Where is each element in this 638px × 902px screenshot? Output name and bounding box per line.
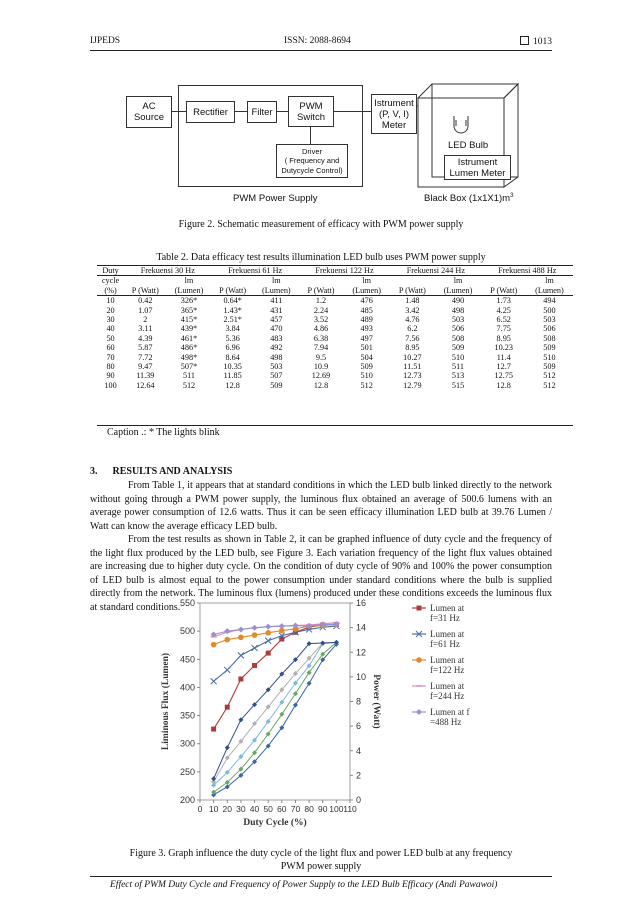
- y-tick-label: 300: [179, 738, 195, 749]
- power-point: [307, 681, 312, 686]
- connector: [334, 111, 371, 112]
- table-cell: 4.25: [496, 305, 511, 315]
- table-cell: 476: [360, 296, 373, 306]
- table-cell: 12.7: [496, 362, 511, 372]
- legend-label: f=122 Hz: [430, 665, 465, 675]
- table-header-cell: [390, 276, 434, 286]
- table-cell: 2: [143, 315, 148, 325]
- data-point: [238, 635, 244, 641]
- table-cell: 60: [106, 343, 115, 353]
- data-point: [417, 606, 422, 611]
- table-cell: 498: [451, 305, 465, 315]
- table-cell: 492: [270, 343, 283, 353]
- table-cell: 439*: [180, 324, 198, 334]
- table-header-cell: lm: [343, 276, 390, 286]
- table-cell: 489: [360, 315, 373, 325]
- table-row: [97, 296, 573, 306]
- data-point: [265, 630, 271, 636]
- data-point: [224, 667, 230, 673]
- data-point: [211, 727, 216, 732]
- table-header-cell: lm: [526, 276, 573, 286]
- table-cell: 1.43*: [223, 305, 242, 315]
- data-point: [252, 632, 258, 638]
- table-cell: 8.95: [405, 343, 420, 353]
- table-cell: 507: [270, 371, 283, 381]
- table-cell: 4.86: [313, 324, 329, 334]
- table-cell: 470: [270, 324, 283, 334]
- table-note: Caption .: * The lights blink: [107, 427, 220, 438]
- power-series-line: [214, 642, 337, 785]
- table-cell: 7.72: [138, 352, 153, 362]
- pwm-switch-block: [288, 96, 334, 127]
- legend-label: f=244 Hz: [430, 691, 465, 701]
- table-cell: 10.27: [403, 352, 422, 362]
- table-cell: 506: [543, 324, 556, 334]
- y2-tick-label: 8: [356, 696, 362, 707]
- table-cell: 30: [106, 315, 115, 325]
- x-tick-label: 0: [197, 804, 203, 814]
- meter-label-3: Meter: [381, 119, 407, 131]
- table-cell: 509: [543, 362, 556, 372]
- data-point: [238, 626, 244, 632]
- table-cell: 1.73: [496, 296, 511, 306]
- table-cell: 1.2: [315, 296, 327, 306]
- table-cell: 506: [451, 324, 465, 334]
- journal-name: IJPEDS: [90, 36, 121, 46]
- table-cell: 1.07: [138, 305, 153, 315]
- legend-label: f=61 Hz: [430, 639, 460, 649]
- table-cell: 7.94: [313, 343, 329, 353]
- rectifier-block: Rectifier: [186, 101, 235, 123]
- table-header-cell: Frekuensi 488 Hz: [498, 266, 557, 275]
- table-cell: 50: [106, 333, 115, 343]
- led-bulb-label: LED Bulb: [448, 140, 489, 151]
- table-cell: 507*: [180, 362, 198, 372]
- y-tick-label: 500: [179, 626, 195, 637]
- paragraph-1: From Table 1, it appears that at standard conditions in which the LED bulb linked directly to the network without going through a PWM power supply, the luminous flux obtained an average of 500.6 lumens with an average power consumption of 12.6 watts. Thus it can be seen efficacy illumination LED bulb at 39.76 Lumen / Watt can know the average efficacy LED bulb.: [90, 480, 552, 532]
- table-cell: 3.52: [313, 315, 329, 325]
- y2-tick-label: 6: [356, 721, 362, 732]
- y-tick-label: 200: [179, 795, 195, 805]
- table-cell: 9.5: [315, 352, 327, 362]
- meter-label-2: (P, V, I): [378, 108, 410, 120]
- table-cell: 0.42: [138, 296, 153, 306]
- pwm-supply-label: PWM Power Supply: [233, 193, 318, 204]
- data-table: [97, 266, 573, 390]
- data-point: [416, 709, 422, 715]
- driver-label-2: ( Frequency and: [284, 156, 340, 166]
- data-point: [224, 637, 230, 643]
- table-cell: 493: [360, 324, 373, 334]
- table-cell: 509: [270, 380, 283, 390]
- meter-label: Istrument: [374, 97, 414, 109]
- y-tick-label: 450: [179, 654, 195, 665]
- x-tick-label: 100: [329, 804, 344, 814]
- table-cell: 501: [360, 343, 373, 353]
- figure2-caption: Figure 2. Schematic measurement of efficacy with PWM power supply: [178, 219, 464, 230]
- legend-label: =488 Hz: [430, 717, 462, 727]
- y2-tick-label: 12: [356, 647, 367, 658]
- table-cell: 6.96: [225, 343, 240, 353]
- table-header-cell: [211, 276, 253, 286]
- x-tick-label: 70: [290, 804, 301, 814]
- table-header-cell: (Lumen): [254, 286, 299, 296]
- table-header-cell: (Lumen): [435, 286, 482, 296]
- table-cell: 12.73: [403, 371, 422, 381]
- table-row: [97, 381, 573, 390]
- table-cell: 80: [106, 362, 115, 372]
- table-cell: 511: [182, 371, 195, 381]
- table-cell: 12.8: [496, 380, 511, 390]
- table-cell: 12.8: [313, 380, 329, 390]
- figure3-chart: [150, 595, 550, 828]
- x-tick-label: 90: [317, 804, 328, 814]
- checkbox-icon: [520, 36, 529, 45]
- series-line: [214, 624, 337, 729]
- connector: [310, 127, 311, 144]
- x-tick-label: 30: [236, 804, 246, 814]
- y2-tick-label: 10: [356, 671, 367, 682]
- table-row: [97, 315, 573, 324]
- driver-label-3: Dutycycle Control): [281, 165, 343, 175]
- table-cell: 12.75: [494, 371, 513, 381]
- table-cell: 510: [543, 352, 556, 362]
- data-point: [225, 705, 230, 710]
- table-cell: 12.69: [311, 371, 331, 381]
- table-cell: 10.35: [223, 362, 242, 372]
- ac-source-label-2: Source: [133, 112, 165, 123]
- table-cell: 431: [270, 305, 283, 315]
- table-header-cell: [299, 276, 343, 286]
- table-row: [97, 353, 573, 362]
- table-cell: 1.48: [405, 296, 420, 306]
- table-header-cell: Frekuensi 244 Hz: [406, 266, 465, 275]
- black-box-text: Black Box (1x1X1)m: [424, 193, 511, 205]
- table-row: [97, 306, 573, 315]
- table-cell: 2.51*: [223, 315, 242, 325]
- table-cell: 3.84: [225, 324, 240, 334]
- series-line: [214, 624, 337, 644]
- table-cell: 4.39: [138, 333, 153, 343]
- black-box-label: [424, 193, 513, 204]
- legend-label: Lumen at: [430, 655, 465, 665]
- series-line: [214, 626, 337, 681]
- table-cell: 508: [543, 333, 556, 343]
- driver-label: Driver: [302, 146, 322, 156]
- table-bottom-rule: [97, 425, 573, 426]
- table-row: [97, 334, 573, 343]
- table-cell: 497: [360, 333, 373, 343]
- table-cell: 6.38: [313, 333, 329, 343]
- table-header-row: [97, 286, 573, 296]
- table-header-cell: P (Watt): [390, 286, 434, 296]
- y2-tick-label: 2: [356, 770, 362, 781]
- table-header-cell: (Lumen): [167, 286, 212, 296]
- table-header-cell: lm: [167, 276, 212, 286]
- table-cell: 494: [543, 296, 556, 306]
- power-point: [211, 776, 216, 781]
- y2-tick-label: 14: [356, 622, 367, 633]
- table-cell: 510: [451, 352, 465, 362]
- table-cell: 100: [104, 380, 117, 390]
- table-cell: 498*: [180, 352, 198, 362]
- y-axis-label: Liminous Flux (Lumen): [161, 652, 171, 751]
- footer-rule: [90, 876, 552, 877]
- table-cell: 512: [543, 371, 556, 381]
- x-tick-label: 10: [208, 804, 219, 814]
- table-cell: 20: [106, 305, 115, 315]
- table-header-cell: (Lumen): [343, 286, 390, 296]
- data-point: [211, 642, 217, 648]
- table-cell: 3.11: [138, 324, 153, 334]
- table-cell: 2.24: [313, 305, 329, 315]
- data-point: [252, 663, 257, 668]
- page-number-box: [520, 36, 552, 47]
- table-cell: 11.4: [496, 352, 511, 362]
- x-tick-label: 60: [277, 804, 287, 814]
- x-tick-label: 20: [222, 804, 233, 814]
- data-point: [265, 638, 271, 644]
- table-header-cell: (%): [97, 286, 124, 296]
- pwm-label: PWM: [299, 100, 323, 112]
- page-number: 1013: [533, 37, 552, 47]
- table-cell: 70: [106, 352, 115, 362]
- table-header-cell: Frekuensi 30 Hz: [140, 266, 195, 275]
- table-cell: 510: [360, 371, 373, 381]
- issn: ISSN: 2088-8694: [284, 36, 351, 46]
- x-tick-label: 110: [343, 804, 357, 814]
- table-cell: 6.2: [407, 324, 418, 334]
- table-header-cell: [124, 276, 166, 286]
- data-point: [211, 678, 217, 684]
- table-header-row: [97, 266, 573, 276]
- y-tick-label: 400: [179, 682, 195, 693]
- table-header-cell: lm: [254, 276, 299, 286]
- data-point: [252, 625, 258, 631]
- table-cell: 498: [270, 352, 283, 362]
- legend-label: Lumen at f: [430, 707, 470, 717]
- data-point: [265, 624, 271, 630]
- lumen-meter-label-2: Lumen Meter: [449, 167, 506, 179]
- table-cell: 40: [106, 324, 115, 334]
- y2-axis-label: Power (Watt): [371, 674, 381, 729]
- table-header-cell: Duty: [102, 266, 119, 275]
- power-point: [225, 745, 230, 750]
- table-cell: 503: [451, 315, 465, 325]
- table-header-cell: P (Watt): [482, 286, 526, 296]
- table-cell: 486*: [180, 343, 198, 353]
- table-cell: 12.8: [225, 380, 240, 390]
- table-cell: 11.39: [136, 371, 155, 381]
- power-point: [293, 702, 298, 707]
- table-cell: 12.79: [403, 380, 422, 390]
- table-header-cell: cycle: [97, 276, 124, 286]
- table-header-cell: (Lumen): [526, 286, 573, 296]
- data-point: [279, 623, 285, 629]
- y2-tick-label: 4: [356, 745, 362, 756]
- table-row: [97, 371, 573, 380]
- table-cell: 500: [543, 305, 556, 315]
- table-cell: 512: [182, 380, 196, 390]
- section-title: 3. RESULTS AND ANALYSIS: [90, 466, 233, 477]
- data-point: [416, 657, 422, 663]
- data-point: [238, 676, 243, 681]
- table-cell: 5.36: [225, 333, 240, 343]
- table-cell: 485: [360, 305, 373, 315]
- driver-block: [276, 144, 348, 178]
- table-header-cell: P (Watt): [211, 286, 253, 296]
- table-cell: 508: [451, 333, 465, 343]
- table-header-cell: [482, 276, 526, 286]
- table-cell: 10.23: [494, 343, 513, 353]
- table-cell: 12.64: [136, 380, 155, 390]
- table-row: [97, 343, 573, 352]
- table-cell: 8.64: [225, 352, 240, 362]
- table-cell: 0.64*: [223, 296, 242, 306]
- data-point: [266, 651, 271, 656]
- x-tick-label: 40: [249, 804, 260, 814]
- header-rule: [90, 50, 552, 51]
- table-cell: 411: [270, 296, 283, 306]
- table-header-cell: lm: [435, 276, 482, 286]
- table-header-cell: P (Watt): [124, 286, 166, 296]
- legend-label: Lumen at: [430, 603, 465, 613]
- meter-block: [371, 94, 417, 134]
- data-point: [238, 652, 244, 658]
- x-tick-label: 80: [304, 804, 314, 814]
- table-cell: 515: [451, 380, 465, 390]
- table-cell: 415*: [180, 315, 198, 325]
- table-cell: 4.76: [405, 315, 420, 325]
- table-header-cell: Frekuensi 122 Hz: [315, 266, 374, 275]
- data-point: [252, 645, 258, 651]
- table2-caption: Table 2. Data efficacy test results illumination LED bulb uses PWM power supply: [156, 252, 486, 263]
- table-cell: 11.85: [223, 371, 242, 381]
- lumen-meter-label: Istrument: [457, 156, 498, 168]
- table-cell: 10: [106, 296, 115, 306]
- legend-label: Lumen at: [430, 681, 465, 691]
- legend-label: Lumen at: [430, 629, 465, 639]
- power-series-line: [214, 644, 337, 794]
- x-axis-label: Duty Cycle (%): [243, 818, 307, 828]
- table-cell: 3.42: [405, 305, 420, 315]
- table-header-cell: Frekuensi 61 Hz: [228, 266, 283, 275]
- table-cell: 461*: [180, 333, 198, 343]
- y2-tick-label: 16: [356, 598, 367, 608]
- x-tick-label: 50: [263, 804, 273, 814]
- table-row: [97, 362, 573, 371]
- table-cell: 457: [270, 315, 283, 325]
- table-cell: 7.75: [496, 324, 511, 334]
- table-cell: 509: [360, 362, 373, 372]
- table-cell: 9.47: [138, 362, 153, 372]
- table-row: [97, 324, 573, 333]
- table-cell: 503: [270, 362, 283, 372]
- table-cell: 5.87: [138, 343, 153, 353]
- table-cell: 503: [543, 315, 556, 325]
- table-cell: 509: [451, 343, 465, 353]
- filter-block: Filter: [247, 101, 277, 123]
- power-series-line: [214, 642, 337, 778]
- table-header-row: [97, 276, 573, 286]
- paragraph-2: From the test results as shown in Table 2, it can be graphed influence of duty cycle and the frequency of the light flux produced by the LED bulb, see Figure 3. Each variation frequency of the light flux values obtained are increasing due to higher duty cycle. On the condition of duty cycle of 90% and 100% the power consumption of LED bulb is almost equal to the power consumption under standard conditions where the bulb is supplied directly from the network. The luminous flux (lumens) produced under these conditions exceeds the luminous flux at standard conditions.: [90, 534, 552, 613]
- table-cell: 6.52: [496, 315, 511, 325]
- black-box-sup: 3: [510, 193, 514, 199]
- ac-source-block: [126, 96, 172, 128]
- table-cell: 326*: [180, 296, 198, 306]
- y2-tick-label: 0: [356, 795, 362, 805]
- connector: [235, 111, 247, 112]
- table-cell: 504: [360, 352, 373, 362]
- table-cell: 483: [270, 333, 283, 343]
- ac-source-label: AC: [142, 101, 156, 112]
- y-tick-label: 350: [179, 710, 195, 721]
- table-cell: 512: [543, 380, 556, 390]
- table-cell: 90: [106, 371, 115, 381]
- table-cell: 512: [360, 380, 373, 390]
- table-cell: 511: [452, 362, 465, 372]
- table-cell: 365*: [180, 305, 198, 315]
- pwm-label-2: Switch: [297, 111, 325, 123]
- lumen-meter-block: [444, 155, 511, 180]
- figure3-caption-2: PWM power supply: [280, 861, 362, 872]
- y-tick-label: 250: [179, 766, 195, 777]
- y-tick-label: 550: [179, 598, 195, 608]
- table-cell: 10.9: [313, 362, 329, 372]
- table-cell: 7.56: [405, 333, 420, 343]
- connector: [172, 111, 186, 112]
- legend-label: f=31 Hz: [430, 613, 460, 623]
- table-cell: 513: [451, 371, 465, 381]
- table-cell: 509: [543, 343, 556, 353]
- table-cell: 11.51: [403, 362, 422, 372]
- table-cell: 8.95: [496, 333, 511, 343]
- footer: Effect of PWM Duty Cycle and Frequency of Power Supply to the LED Bulb Efficacy (Andi Pawawoi): [110, 880, 498, 890]
- table-header-cell: P (Watt): [299, 286, 343, 296]
- table-cell: 490: [451, 296, 465, 306]
- connector: [277, 111, 288, 112]
- figure3-caption: Figure 3. Graph influence the duty cycle of the light flux and power LED bulb at any frequency: [129, 848, 513, 859]
